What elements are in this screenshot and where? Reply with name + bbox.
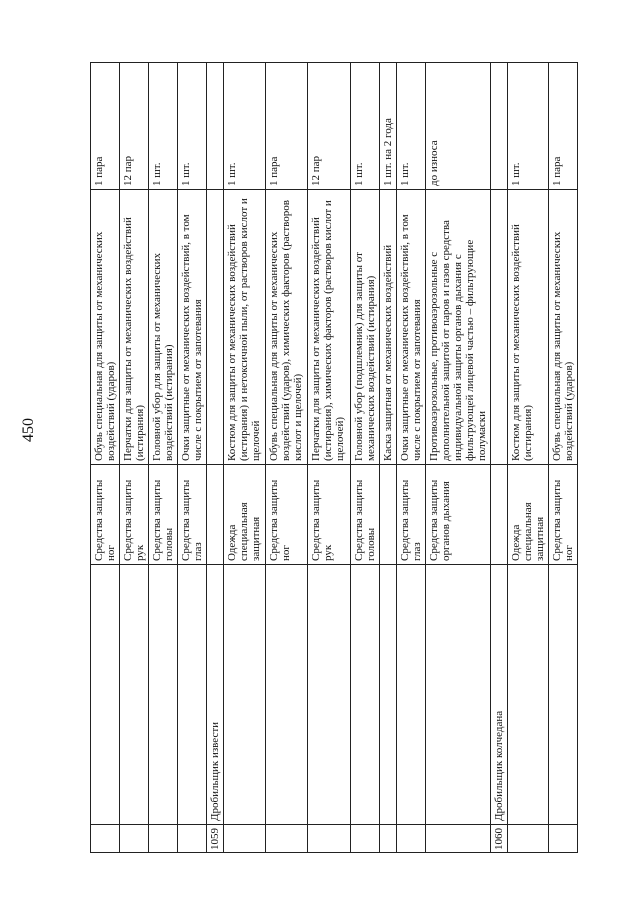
ppe-item-cell: Костюм для защиты от механических воздействий (истирания): [508, 190, 549, 465]
profession-cell: [351, 565, 380, 825]
ppe-type-cell: [207, 465, 224, 565]
profession-cell: Дробильщик колчедана: [491, 565, 508, 825]
table-row: [491, 63, 508, 853]
ppe-item-cell: Костюм для защиты от механических воздействий (истирания) и нетоксичной пыли, от растворов кислот и щелочей: [224, 190, 266, 465]
table-body: [91, 63, 578, 853]
quantity-cell: 1 шт.: [149, 63, 178, 190]
row-number-cell: [308, 825, 351, 853]
ppe-item-cell: Головной убор (подшлемник) для защиты от механических воздействий (истирания): [351, 190, 380, 465]
row-number-cell: [178, 825, 207, 853]
ppe-type-cell: [380, 465, 397, 565]
profession-cell: [149, 565, 178, 825]
row-number-cell: [224, 825, 266, 853]
profession-cell: [426, 565, 491, 825]
table-row: [224, 63, 266, 853]
ppe-item-cell: Обувь специальная для защиты от механических воздействий (ударов): [549, 190, 578, 465]
ppe-item-cell: Перчатки для защиты от механических воздействий (истирания): [120, 190, 149, 465]
row-number-cell: 1060: [491, 825, 508, 853]
ppe-norms-table: [90, 62, 578, 853]
table-row: [397, 63, 426, 853]
profession-cell: [224, 565, 266, 825]
quantity-cell: [491, 63, 508, 190]
quantity-cell: 12 пар: [120, 63, 149, 190]
row-number-cell: 1059: [207, 825, 224, 853]
quantity-cell: 1 шт.: [397, 63, 426, 190]
row-number-cell: [91, 825, 120, 853]
quantity-cell: до износа: [426, 63, 491, 190]
quantity-cell: 1 пара: [549, 63, 578, 190]
quantity-cell: 1 шт. на 2 года: [380, 63, 397, 190]
ppe-item-cell: Очки защитные от механических воздействий, в том числе с покрытием от запотевания: [397, 190, 426, 465]
profession-cell: Дробильщик извести: [207, 565, 224, 825]
ppe-item-cell: Головной убор для защиты от механических воздействий (истирания): [149, 190, 178, 465]
quantity-cell: 12 пар: [308, 63, 351, 190]
ppe-type-cell: Средства защиты органов дыхания: [426, 465, 491, 565]
quantity-cell: 1 шт.: [351, 63, 380, 190]
ppe-type-cell: Средства защиты головы: [351, 465, 380, 565]
row-number-cell: [380, 825, 397, 853]
table-row: [508, 63, 549, 853]
page-number: 450: [20, 418, 37, 442]
quantity-cell: 1 шт.: [508, 63, 549, 190]
ppe-item-cell: Обувь специальная для защиты от механических воздействий (ударов), химических факторов (растворов кислот и щелочей): [266, 190, 308, 465]
quantity-cell: 1 пара: [91, 63, 120, 190]
row-number-cell: [351, 825, 380, 853]
profession-cell: [120, 565, 149, 825]
profession-cell: [397, 565, 426, 825]
table-row: [120, 63, 149, 853]
row-number-cell: [120, 825, 149, 853]
ppe-item-cell: Противоаэрозольные, противоаэрозольные с дополнительной защитой от паров и газов средства индивидуальной защиты органов дыхания с фильтрующей лицевой частью – фильтрующие полумаски: [426, 190, 491, 465]
ppe-type-cell: Средства защиты ног: [91, 465, 120, 565]
quantity-cell: 1 шт.: [224, 63, 266, 190]
table-row: [91, 63, 120, 853]
ppe-type-cell: Одежда специальная защитная: [508, 465, 549, 565]
row-number-cell: [426, 825, 491, 853]
profession-cell: [549, 565, 578, 825]
quantity-cell: 1 пара: [266, 63, 308, 190]
ppe-item-cell: Перчатки для защиты от механических воздействий (истирания), химических факторов (растворов кислот и щелочей): [308, 190, 351, 465]
row-number-cell: [397, 825, 426, 853]
ppe-item-cell: Очки защитные от механических воздействий, в том числе с покрытием от запотевания: [178, 190, 207, 465]
ppe-item-cell: [207, 190, 224, 465]
ppe-item-cell: Обувь специальная для защиты от механических воздействий (ударов): [91, 190, 120, 465]
row-number-cell: [508, 825, 549, 853]
table-row: [426, 63, 491, 853]
profession-cell: [178, 565, 207, 825]
row-number-cell: [266, 825, 308, 853]
ppe-type-cell: Средства защиты головы: [149, 465, 178, 565]
table-row: [207, 63, 224, 853]
ppe-type-cell: Одежда специальная защитная: [224, 465, 266, 565]
table-row: [351, 63, 380, 853]
ppe-type-cell: Средства защиты глаз: [178, 465, 207, 565]
table-row: [266, 63, 308, 853]
profession-cell: [91, 565, 120, 825]
table-row: [308, 63, 351, 853]
profession-cell: [508, 565, 549, 825]
profession-cell: [308, 565, 351, 825]
table-row: [149, 63, 178, 853]
table-row: [178, 63, 207, 853]
ppe-type-cell: Средства защиты ног: [266, 465, 308, 565]
table-row: [380, 63, 397, 853]
row-number-cell: [149, 825, 178, 853]
profession-cell: [266, 565, 308, 825]
profession-cell: [380, 565, 397, 825]
ppe-table-container: [90, 63, 578, 853]
quantity-cell: [207, 63, 224, 190]
ppe-type-cell: [491, 465, 508, 565]
ppe-type-cell: Средства защиты рук: [308, 465, 351, 565]
ppe-type-cell: Средства защиты глаз: [397, 465, 426, 565]
ppe-item-cell: [491, 190, 508, 465]
ppe-type-cell: Средства защиты рук: [120, 465, 149, 565]
row-number-cell: [549, 825, 578, 853]
ppe-type-cell: Средства защиты ног: [549, 465, 578, 565]
ppe-item-cell: Каска защитная от механических воздействий: [380, 190, 397, 465]
quantity-cell: 1 шт.: [178, 63, 207, 190]
table-row: [549, 63, 578, 853]
